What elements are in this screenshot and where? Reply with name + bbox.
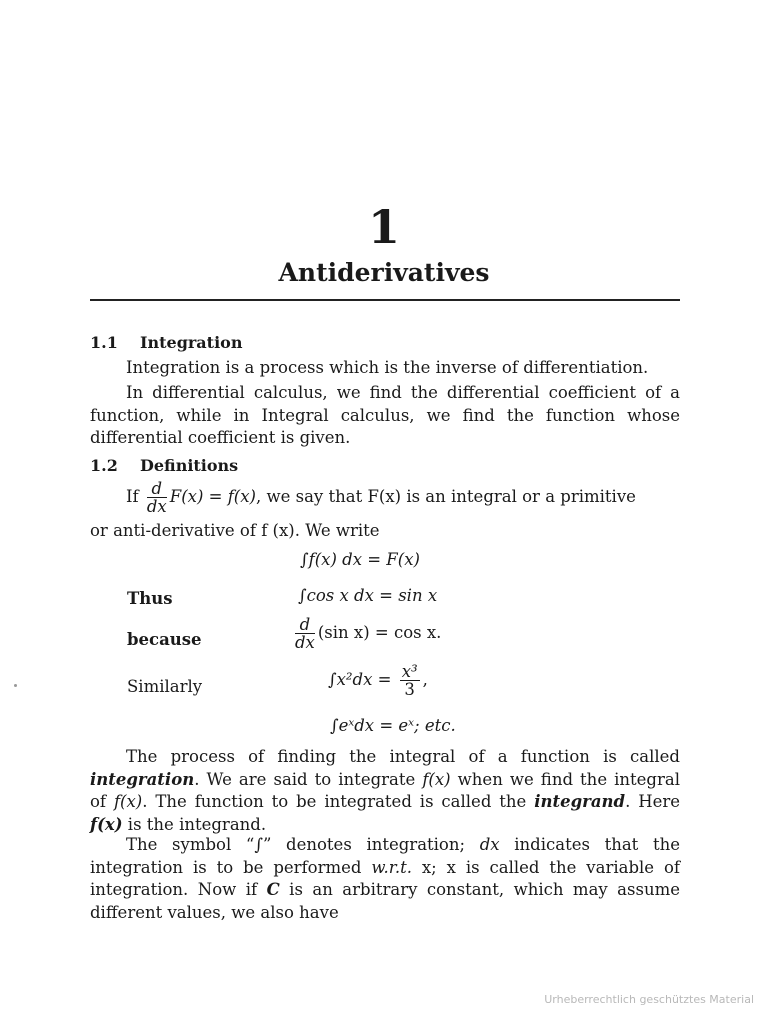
text: . Here	[625, 792, 681, 811]
equation-text: ∫cos x dx = sin x	[298, 586, 438, 605]
example-equation-derivative	[292, 616, 441, 651]
math-fx: f(x)	[113, 792, 143, 811]
definition-line-2: or anti-derivative of f (x). We write	[90, 521, 380, 540]
frac-denominator: dx	[146, 497, 167, 516]
equation-tail: ,	[422, 670, 428, 689]
equation-text: ∫eˣdx = eˣ; etc.	[330, 716, 456, 735]
power-fraction	[400, 663, 420, 698]
example-equation-exp	[330, 716, 456, 735]
section-1-1-heading	[90, 333, 242, 352]
definition-expression: F(x) = f(x)	[169, 487, 256, 506]
text: is the integrand.	[122, 814, 267, 834]
text: . The function to be integrated is called the	[142, 792, 535, 811]
integral-definition-equation	[300, 550, 420, 569]
frac-numerator: d	[295, 616, 315, 634]
copyright-watermark: Urheberrechtlich geschütztes Material	[544, 993, 754, 1006]
term-integration: integration	[90, 769, 195, 789]
chapter-title: Antiderivatives	[278, 258, 490, 287]
abbr-wrt: w.r.t.	[371, 857, 412, 877]
derivative-operator	[147, 480, 167, 515]
derivative-operator	[295, 616, 315, 651]
equation-text: ∫f(x) dx = F(x)	[300, 550, 420, 569]
text: indicates that the integration is to be performed	[90, 835, 680, 877]
example-label-similarly: Similarly	[127, 677, 203, 696]
section-number: 1.1	[90, 333, 118, 352]
frac-denominator: 3	[404, 680, 415, 699]
math-fx: f(x)	[422, 769, 451, 789]
term-integrand: integrand	[534, 792, 626, 811]
math-constant-c: C	[266, 880, 280, 899]
example-label-because: because	[127, 630, 202, 649]
math-fx: f(x)	[90, 814, 123, 834]
paragraph-text: In differential calculus, we find the differential coefficient of a function, while in Integral calculus, we find the function whose differential coefficient is given.	[90, 383, 680, 447]
chapter-number: 1	[367, 200, 400, 254]
text: when we find the integral of	[90, 769, 680, 811]
text: is an arbitrary constant, which may assume different values, we also have	[90, 880, 680, 922]
section-number: 1.2	[90, 456, 118, 475]
section-title: Definitions	[140, 456, 239, 475]
frac-numerator: x³	[401, 662, 418, 681]
example-equation-power	[328, 663, 428, 698]
paragraph-text: Integration is a process which is the inverse of differentiation.	[126, 358, 649, 377]
math-dx: dx	[479, 835, 500, 854]
section-1-1-paragraph-1	[90, 357, 680, 380]
if-word: If	[126, 487, 139, 506]
text: The process of finding the integral of a function is called	[126, 747, 680, 766]
section-title: Integration	[140, 333, 243, 352]
text: . We are said to integrate	[194, 769, 423, 789]
definition-line-1	[126, 480, 636, 515]
example-equation-cos	[298, 586, 437, 605]
text: x; x is called the variable of integration. Now if	[90, 857, 680, 899]
integration-paragraph	[90, 746, 680, 836]
title-rule	[90, 299, 680, 301]
section-1-2-heading	[90, 456, 238, 475]
equation-lhs: ∫x²dx =	[328, 670, 392, 689]
definition-text: , we say that F(x) is an integral or a primitive	[255, 487, 636, 506]
text: The symbol “∫” denotes integration;	[126, 835, 480, 854]
section-1-1-paragraph-2	[90, 382, 680, 450]
frac-denominator: dx	[295, 633, 315, 652]
frac-numerator: d	[147, 480, 167, 498]
symbol-paragraph	[90, 834, 680, 924]
equation-text: (sin x) = cos x.	[317, 623, 442, 642]
example-label-thus: Thus	[127, 589, 173, 608]
margin-speck	[14, 684, 17, 687]
